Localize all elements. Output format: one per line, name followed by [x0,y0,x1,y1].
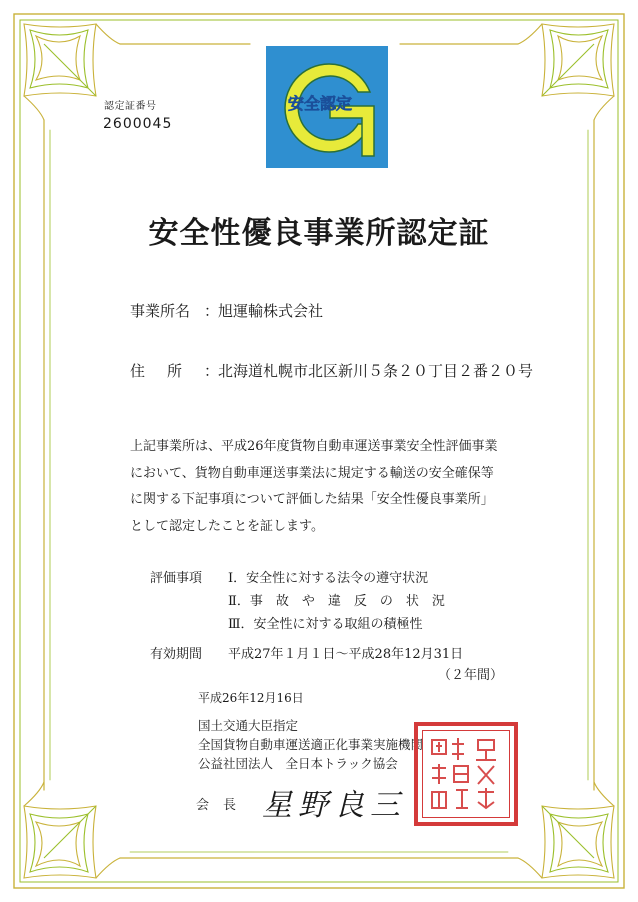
business-name-label: 事業所名 [130,302,191,320]
statement-line: において、貨物自動車運送事業法に規定する輸送の安全確保等 [130,465,494,481]
official-seal [414,722,518,826]
address-value: 北海道札幌市北区新川５条２０丁目２番２０号 [218,362,534,380]
issue-date: 平成26年12月16日 [198,691,304,705]
statement-line: に関する下記事項について評価した結果「安全性優良事業所」 [130,492,494,507]
address-separator: ： [204,362,220,380]
certificate-number: 2600045 [103,116,173,132]
certificate-number-label: 認定証番号 [104,101,157,112]
evaluation-items-list [228,567,445,636]
certificate-title: 安全性優良事業所認定証 [148,216,490,251]
business-name-row [130,300,323,321]
evaluation-item: Ⅲ．安全性に対する取組の積極性 [228,617,423,632]
statement-line: 上記事業所は、平成26年度貨物自動車運送事業安全性評価事業 [130,439,498,454]
issuer-line: 公益社団法人 全日本トラック協会 [198,756,398,771]
address-row [130,360,533,381]
issuer-block [198,716,423,773]
issuer-line: 国土交通大臣指定 [198,718,299,733]
evaluation-item: Ⅰ．安全性に対する法令の遵守状況 [228,571,429,586]
address-label: 住所 [130,362,205,380]
business-name-value: 旭運輸株式会社 [218,302,324,320]
issuer-line: 全国貨物自動車運送適正化事業実施機関 [198,737,424,752]
validity-period: 平成27年１月１日～平成28年12月31日 [228,647,464,662]
logo-text: 安全認定 [287,94,353,113]
evaluation-item: Ⅱ．事 故 や 違 反 の 状 況 [228,594,445,609]
chairman-title: 会長 [196,798,251,813]
validity-label: 有効期間 [150,647,203,662]
seal-glyphs [418,726,514,822]
chairman-signature: 星野良三 [262,788,406,823]
validity-duration: （２年間） [438,668,504,683]
statement-line: として認定したことを証します。 [130,518,324,534]
safety-certification-logo [266,46,388,168]
certification-statement [130,434,550,540]
business-name-separator: ： [204,302,220,320]
evaluation-items-label: 評価事項 [150,571,203,586]
